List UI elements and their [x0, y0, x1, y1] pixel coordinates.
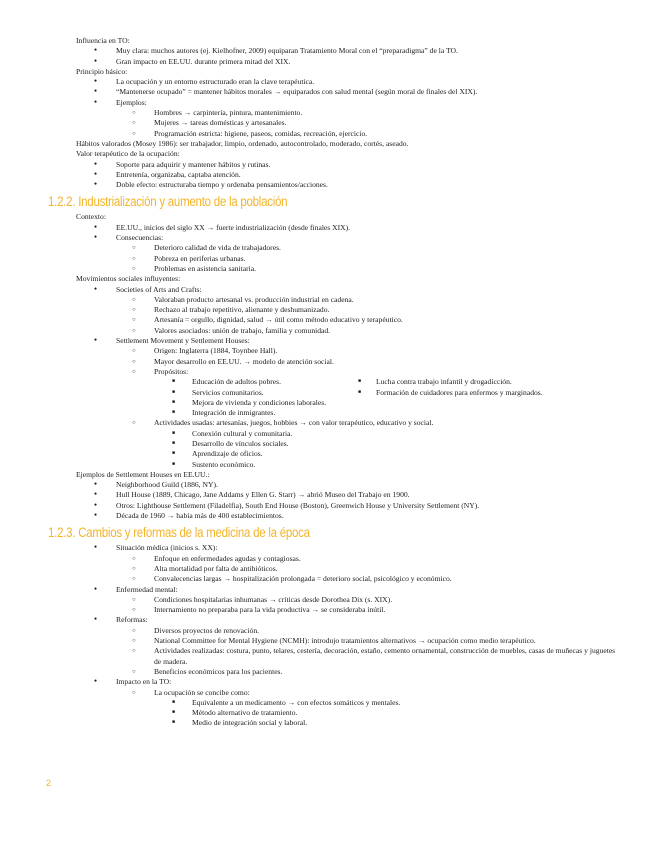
list-item: ● Enfermedad mental:: [48, 585, 623, 595]
list-item: ○ Programación estricta: higiene, paseos, comidas, recreación, ejercicio.: [48, 129, 623, 139]
list-item: ■ Educación de adultos pobres.: [48, 377, 358, 387]
list-item: ■ Aprendizaje de oficios.: [48, 449, 623, 459]
page-number: 2: [46, 778, 52, 788]
list-item: ● Otros: Lighthouse Settlement (Filadelfia), South End House (Boston), Greenwich House y University Settlement (NY).: [48, 501, 623, 511]
principio-heading: Principio básico:: [76, 66, 128, 76]
influencia-list: [48, 46, 623, 67]
list-item: ● Reformas:: [48, 615, 623, 625]
list-item: ● La ocupación y un entorno estructurado eran la clave terapéutica.: [48, 77, 623, 87]
list-item: ○ Alta mortalidad por falta de antibióticos.: [48, 564, 623, 574]
list-item: ○ Mujeres → tareas domésticas y artesanales.: [48, 118, 623, 128]
propositos-column-right: [358, 377, 623, 418]
list-item: ● Soporte para adquirir y mantener hábitos y rutinas.: [48, 160, 623, 170]
list-item: ■ Equivalente a un medicamento → con efectos somáticos y mentales.: [48, 698, 623, 708]
list-item: ○ Valores asociados: unión de trabajo, familia y comunidad.: [48, 326, 623, 336]
list-item: ○ Mayor desarrollo en EE.UU. → modelo de atención social.: [48, 357, 623, 367]
movimientos-heading: Movimientos sociales influyentes:: [76, 274, 181, 284]
influencia-heading: Influencia en TO:: [76, 36, 130, 45]
list-item: ○ Actividades usadas: artesanías, juegos, hobbies → con valor terapéutico, educativo y social.: [48, 418, 623, 428]
list-item: ■ Medio de integración social y laboral.: [48, 718, 623, 728]
movimientos-list: [48, 285, 623, 378]
list-item: ● “Mantenerse ocupado” = mantener hábitos morales → equiparados con salud mental (según moral de finales del XIX).: [48, 87, 623, 97]
propositos-columns: [48, 377, 623, 418]
document-body: [48, 36, 623, 729]
contexto-list: [48, 223, 623, 274]
list-item: ● Década de 1960 → había más de 400 establecimientos.: [48, 511, 623, 521]
list-item: ● Muy clara: muchos autores (ej. Kielhofner, 2009) equiparan Tratamiento Moral con el “preparadigma” de la TO.: [48, 46, 623, 56]
list-item: ● Ejemplos:: [48, 98, 623, 108]
medicina-list: [48, 543, 623, 728]
list-item: ■ Conexión cultural y comunitaria.: [48, 429, 623, 439]
list-item: ○ Rechazo al trabajo repetitivo, alienante y deshumanizado.: [48, 305, 623, 315]
valor-heading: Valor terapéutico de la ocupación:: [76, 149, 180, 159]
list-item: ○ Internamiento no preparaba para la vida productiva → se consideraba inútil.: [48, 605, 623, 615]
list-item: ○ Enfoque en enfermedades agudas y contagiosas.: [48, 554, 623, 564]
list-item: ○ Actividades realizadas: costura, punto, telares, cestería, decoración, estaño, cemento ornamental, construcción de muebles, casas de muñecas y juguetes de madera.: [48, 646, 623, 667]
list-item: ■ Servicios comunitarios.: [48, 388, 358, 398]
list-item: ● Consecuencias:: [48, 233, 623, 243]
section-title-123: 1.2.3. Cambios y reformas de la medicina de la época: [48, 525, 310, 541]
list-item: ○ Origen: Inglaterra (1884, Toynbee Hall).: [48, 346, 623, 356]
list-item: ● Gran impacto en EE.UU. durante primera mitad del XIX.: [48, 57, 623, 67]
principio-list: [48, 77, 623, 139]
list-item: ● Neighborhood Guild (1886, NY).: [48, 480, 623, 490]
list-item: ● Impacto en la TO:: [48, 677, 623, 687]
list-item: ○ Artesanía = orgullo, dignidad, salud → útil como método educativo y terapéutico.: [48, 315, 623, 325]
valor-list: [48, 160, 623, 191]
list-item: ■ Lucha contra trabajo infantil y drogadicción.: [358, 377, 623, 387]
ejemplos-heading: Ejemplos de Settlement Houses en EE.UU.:: [76, 469, 210, 479]
list-item: ○ La ocupación se concibe como:: [48, 688, 623, 698]
contexto-heading: Contexto:: [76, 212, 106, 222]
list-item: ○ National Committee for Mental Hygiene (NCMH): introdujo tratamientos alternativos → ocupación como medio terapéutico.: [48, 636, 623, 646]
list-item: ○ Diversos proyectos de renovación.: [48, 626, 623, 636]
list-item: ■ Sustento económico.: [48, 460, 623, 470]
list-item: ○ Deterioro calidad de vida de trabajadores.: [48, 243, 623, 253]
list-item: ○ Problemas en asistencia sanitaria.: [48, 264, 623, 274]
list-item: ■ Método alternativo de tratamiento.: [48, 708, 623, 718]
list-item: ● Settlement Movement y Settlement Houses:: [48, 336, 623, 346]
list-item: ■ Desarrollo de vínculos sociales.: [48, 439, 623, 449]
actividades-list: [48, 418, 623, 469]
list-item: ○ Beneficios económicos para los pacientes.: [48, 667, 623, 677]
list-item: ○ Valoraban producto artesanal vs. producción industrial en cadena.: [48, 295, 623, 305]
list-item: ■ Mejora de vivienda y condiciones laborales.: [48, 398, 358, 408]
list-item: ● Doble efecto: estructuraba tiempo y ordenaba pensamientos/acciones.: [48, 180, 623, 190]
list-item: ■ Formación de cuidadores para enfermos y marginados.: [358, 388, 623, 398]
list-item: ● Entretenía, organizaba, captaba atención.: [48, 170, 623, 180]
list-item: ● Situación médica (inicios s. XX):: [48, 543, 623, 553]
list-item: ○ Propósitos:: [48, 367, 623, 377]
list-item: ○ Condiciones hospitalarias inhumanas → críticas desde Dorothea Dix (s. XIX).: [48, 595, 623, 605]
list-item: ○ Hombres → carpintería, pintura, mantenimiento.: [48, 108, 623, 118]
habitos-text: Hábitos valorados (Mosey 1986): ser trabajador, limpio, ordenado, autocontrolado, moderado, cortés, aseado.: [76, 138, 409, 148]
list-item: ■ Integración de inmigrantes.: [48, 408, 358, 418]
section-title-122: 1.2.2. Industrialización y aumento de la población: [48, 194, 288, 210]
list-item: ● Societies of Arts and Crafts:: [48, 285, 623, 295]
ejemplos-list: [48, 480, 623, 521]
propositos-column-left: [48, 377, 358, 418]
list-item: ● EE.UU., inicios del siglo XX → fuerte industrialización (desde finales XIX).: [48, 223, 623, 233]
list-item: ● Hull House (1889, Chicago, Jane Addams y Ellen G. Starr) → abrió Museo del Trabajo en 1900.: [48, 490, 623, 500]
list-item: ○ Pobreza en periferias urbanas.: [48, 254, 623, 264]
list-item: ○ Convalecencias largas → hospitalización prolongada = deterioro social, psicológico y económico.: [48, 574, 623, 584]
